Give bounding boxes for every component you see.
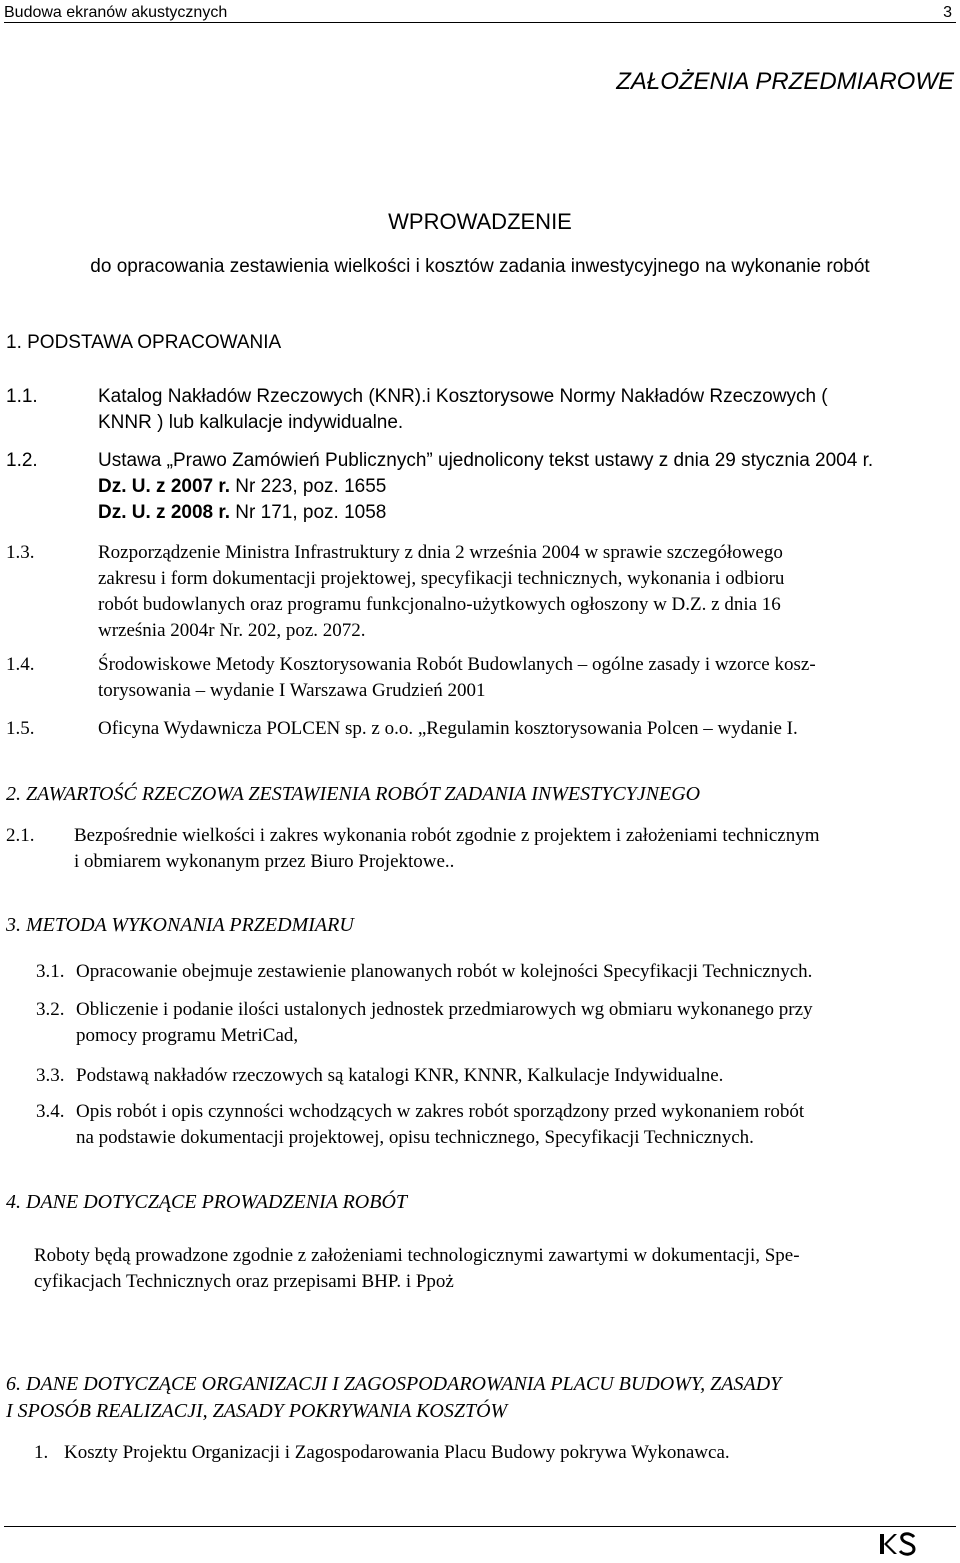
item-text-line: i obmiarem wykonanym przez Biuro Projektowe.. (74, 851, 455, 872)
item-text-line: Dz. U. z 2008 r. Nr 171, poz. 1058 (98, 502, 387, 523)
item-text-line: KNNR ) lub kalkulacje indywidualne. (98, 412, 404, 433)
section-2-heading: 2. ZAWARTOŚĆ RZECZOWA ZESTAWIENIA ROBÓT ZADANIA INWESTYCYJNEGO (6, 783, 701, 805)
section-6-heading: I SPOSÓB REALIZACJI, ZASADY POKRYWANIA KOSZTÓW (6, 1400, 508, 1422)
item-text-line: Opracowanie obejmuje zestawienie planowanych robót w kolejności Specyfikacji Technicznych. (76, 961, 813, 982)
item-number: 3.1. (36, 961, 65, 982)
item-number: 3.4. (36, 1101, 65, 1122)
item-text-line: Obliczenie i podanie ilości ustalonych jednostek przedmiarowych wg obmiaru wykonanego przy (76, 999, 813, 1020)
footer-divider (4, 1526, 956, 1527)
item-text-line: Podstawą nakładów rzeczowych są katalogi KNR, KNNR, Kalkulacje Indywidualne. (76, 1065, 724, 1086)
item-number: 3.3. (36, 1065, 65, 1086)
item-text-line: torysowania – wydanie I Warszawa Grudzień 2001 (98, 680, 486, 701)
item-number: 1. (34, 1442, 49, 1463)
list-item (6, 540, 954, 644)
item-text-line: Rozporządzenie Ministra Infrastruktury z dnia 2 września 2004 w sprawie szczegółowego (98, 542, 783, 563)
item-text-line: Koszty Projektu Organizacji i Zagospodarowania Placu Budowy pokrywa Wykonawca. (64, 1442, 730, 1463)
list-item (6, 716, 954, 742)
item-number: 1.5. (6, 718, 35, 739)
intro-heading: WPROWADZENIE (388, 209, 572, 234)
section-4-text-line: cyfikacjach Technicznych oraz przepisami BHP. i Ppoż (34, 1271, 454, 1292)
item-text-line: Środowiskowe Metody Kosztorysowania Robót Budowlanych – ogólne zasady i wzorce kosz- (98, 654, 816, 675)
item-text-line: września 2004r Nr. 202, poz. 2072. (98, 620, 366, 641)
main-title: ZAŁOŻENIA PRZEDMIAROWE (616, 68, 954, 95)
section-3-heading: 3. METODA WYKONANIA PRZEDMIARU (6, 914, 354, 936)
list-item (6, 384, 954, 436)
list-item (6, 1099, 954, 1151)
intro-subheading: do opracowania zestawienia wielkości i kosztów zadania inwestycyjnego na wykonanie robót (90, 256, 870, 277)
item-text-line: pomocy programu MetriCad, (76, 1025, 299, 1046)
item-text-line: Dz. U. z 2007 r. Nr 223, poz. 1655 (98, 476, 387, 497)
page-number: 3 (943, 4, 952, 21)
journal-reference: Dz. U. z 2007 r. (98, 476, 231, 497)
item-text-line: zakresu i form dokumentacji projektowej, specyfikacji technicznych, wykonania i odbioru (98, 568, 785, 589)
list-item (6, 1063, 954, 1089)
list-item (6, 997, 954, 1049)
item-number: 1.1. (6, 386, 38, 407)
item-number: 1.2. (6, 450, 38, 471)
list-item (6, 959, 954, 985)
item-text-line: Bezpośrednie wielkości i zakres wykonania robót zgodnie z projektem i założeniami technicznym (74, 825, 820, 846)
item-text-line: Oficyna Wydawnicza POLCEN sp. z o.o. „Regulamin kosztorysowania Polcen – wydanie I. (98, 718, 798, 739)
item-text-line: Opis robót i opis czynności wchodzących w zakres robót sporządzony przed wykonaniem robót (76, 1101, 805, 1122)
item-number: 1.3. (6, 542, 35, 563)
item-text-line: robót budowlanych oraz programu funkcjonalno-użytkowych ogłoszony w D.Z. z dnia 16 (98, 594, 781, 615)
list-item (6, 448, 954, 528)
list-item (6, 652, 954, 704)
ks-monogram-icon (876, 1531, 920, 1557)
list-item (6, 1440, 954, 1466)
item-text-line: na podstawie dokumentacji projektowej, opisu technicznego, Specyfikacji Technicznych. (76, 1127, 754, 1148)
section-6-heading: 6. DANE DOTYCZĄCE ORGANIZACJI I ZAGOSPODAROWANIA PLACU BUDOWY, ZASADY (6, 1373, 782, 1395)
section-4-heading: 4. DANE DOTYCZĄCE PROWADZENIA ROBÓT (6, 1191, 408, 1213)
section-4-text-line: Roboty będą prowadzone zgodnie z założeniami technologicznymi zawartymi w dokumentacji, Spe- (34, 1245, 800, 1266)
section-1-heading: 1. PODSTAWA OPRACOWANIA (6, 332, 282, 353)
item-number: 3.2. (36, 999, 65, 1020)
journal-reference: Dz. U. z 2008 r. (98, 502, 231, 523)
item-number: 2.1. (6, 825, 35, 846)
logo-mark (876, 1531, 920, 1563)
list-item (6, 823, 954, 875)
page-header (4, 0, 956, 23)
document-title: Budowa ekranów akustycznych (4, 4, 228, 21)
item-text-line: Katalog Nakładów Rzeczowych (KNR).i Kosztorysowe Normy Nakładów Rzeczowych ( (98, 386, 828, 407)
item-number: 1.4. (6, 654, 35, 675)
item-text-line: Ustawa „Prawo Zamówień Publicznych” ujednolicony tekst ustawy z dnia 29 stycznia 2004 r. (98, 450, 874, 471)
